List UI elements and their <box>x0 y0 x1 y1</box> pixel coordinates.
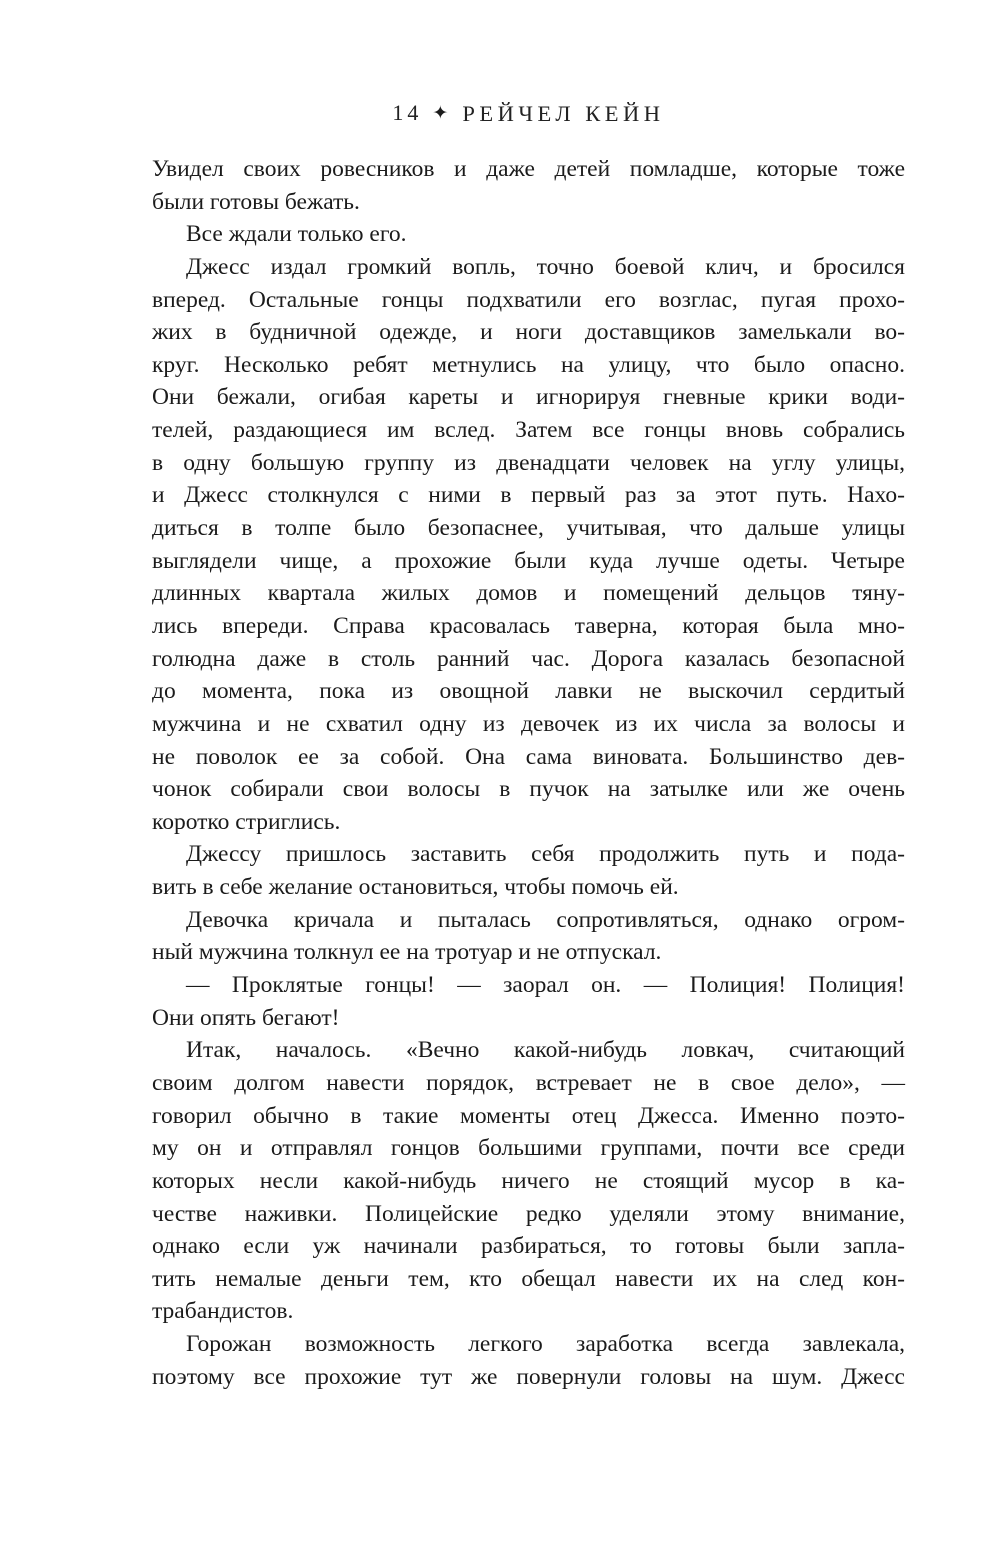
text-line: Итак, началось. «Вечно какой-нибудь ловкач, считающий <box>186 1037 905 1064</box>
running-header <box>152 100 905 127</box>
text-line: Увидел своих ровесников и даже детей помладше, которые тоже <box>152 156 905 182</box>
text-line: которых несли какой-нибудь ничего не стоящий мусор в ка- <box>152 1167 905 1194</box>
text-line: длинных квартала жилых домов и помещений дельцов тяну- <box>152 580 905 607</box>
page-number: 14 <box>392 100 423 125</box>
diamond-separator-icon: ✦ <box>432 103 449 124</box>
text-line: вперед. Остальные гонцы подхватили его возглас, пугая прохо- <box>152 286 905 313</box>
text-line: однако если уж начинали разбираться, то готовы были запла- <box>152 1233 905 1260</box>
text-line: Горожан возможность легкого заработка всегда завлекала, <box>186 1331 905 1358</box>
text-line: в одну большую группу из двенадцати человек на углу улицы, <box>152 449 905 476</box>
text-line: были готовы бежать. <box>152 188 360 215</box>
text-line: Джессу пришлось заставить себя продолжить путь и пода- <box>186 841 905 868</box>
text-line: Они бежали, огибая кареты и игнорируя гневные крики води- <box>152 384 905 411</box>
text-line: Джесс издал громкий вопль, точно боевой клич, и бросился <box>186 253 905 280</box>
text-line: тить немалые деньги тем, кто обещал навести их на след кон- <box>152 1265 905 1292</box>
text-line: своим долгом навести порядок, встревает не в свое дело», — <box>152 1069 905 1096</box>
text-line: Все ждали только его. <box>186 221 407 248</box>
text-line: поэтому все прохожие тут же повернули головы на шум. Джесс <box>152 1363 905 1390</box>
text-line: трабандистов. <box>152 1298 294 1325</box>
body-text-block <box>152 153 905 1393</box>
text-line: жих в будничной одежде, и ноги доставщиков замелькали во- <box>152 319 905 346</box>
text-line: диться в толпе было безопаснее, учитывая, что дальше улицы <box>152 515 905 542</box>
text-line: — Проклятые гонцы! — заорал он. — Полиция! Полиция! <box>186 972 905 999</box>
author-name: РЕЙЧЕЛ КЕЙН <box>462 101 665 126</box>
text-line: чонок собирали свои волосы в пучок на затылке или же очень <box>152 776 905 803</box>
text-line: вить в себе желание остановиться, чтобы помочь ей. <box>152 874 679 901</box>
text-line: выглядели чище, а прохожие были куда лучше одеты. Четыре <box>152 547 905 574</box>
text-line: круг. Несколько ребят метнулись на улицу, что было опасно. <box>152 351 905 378</box>
text-line: му он и отправлял гонцов большими группами, почти все среди <box>152 1135 905 1162</box>
text-line: до момента, пока из овощной лавки не выскочил сердитый <box>152 678 905 705</box>
text-line: Девочка кричала и пыталась сопротивляться, однако огром- <box>186 906 905 933</box>
text-line: и Джесс столкнулся с ними в первый раз за этот путь. Нахо- <box>152 482 905 509</box>
text-line: ный мужчина толкнул ее на тротуар и не отпускал. <box>152 939 662 966</box>
text-line: коротко стриглись. <box>152 808 341 835</box>
text-line: говорил обычно в такие моменты отец Джесса. Именно поэто- <box>152 1102 905 1129</box>
text-line: телей, раздающиеся им вслед. Затем все гонцы вновь собрались <box>152 417 905 444</box>
text-line: Они опять бегают! <box>152 1004 340 1031</box>
text-line: честве наживки. Полицейские редко уделяли этому внимание, <box>152 1200 905 1227</box>
text-line: мужчина и не схватил одну из девочек из их числа за волосы и <box>152 710 905 737</box>
text-line: голюдна даже в столь ранний час. Дорога казалась безопасной <box>152 645 905 672</box>
text-line: лись впереди. Справа красовалась таверна, которая была мно- <box>152 612 905 639</box>
text-line: не поволок ее за собой. Она сама виновата. Большинство дев- <box>152 743 905 770</box>
